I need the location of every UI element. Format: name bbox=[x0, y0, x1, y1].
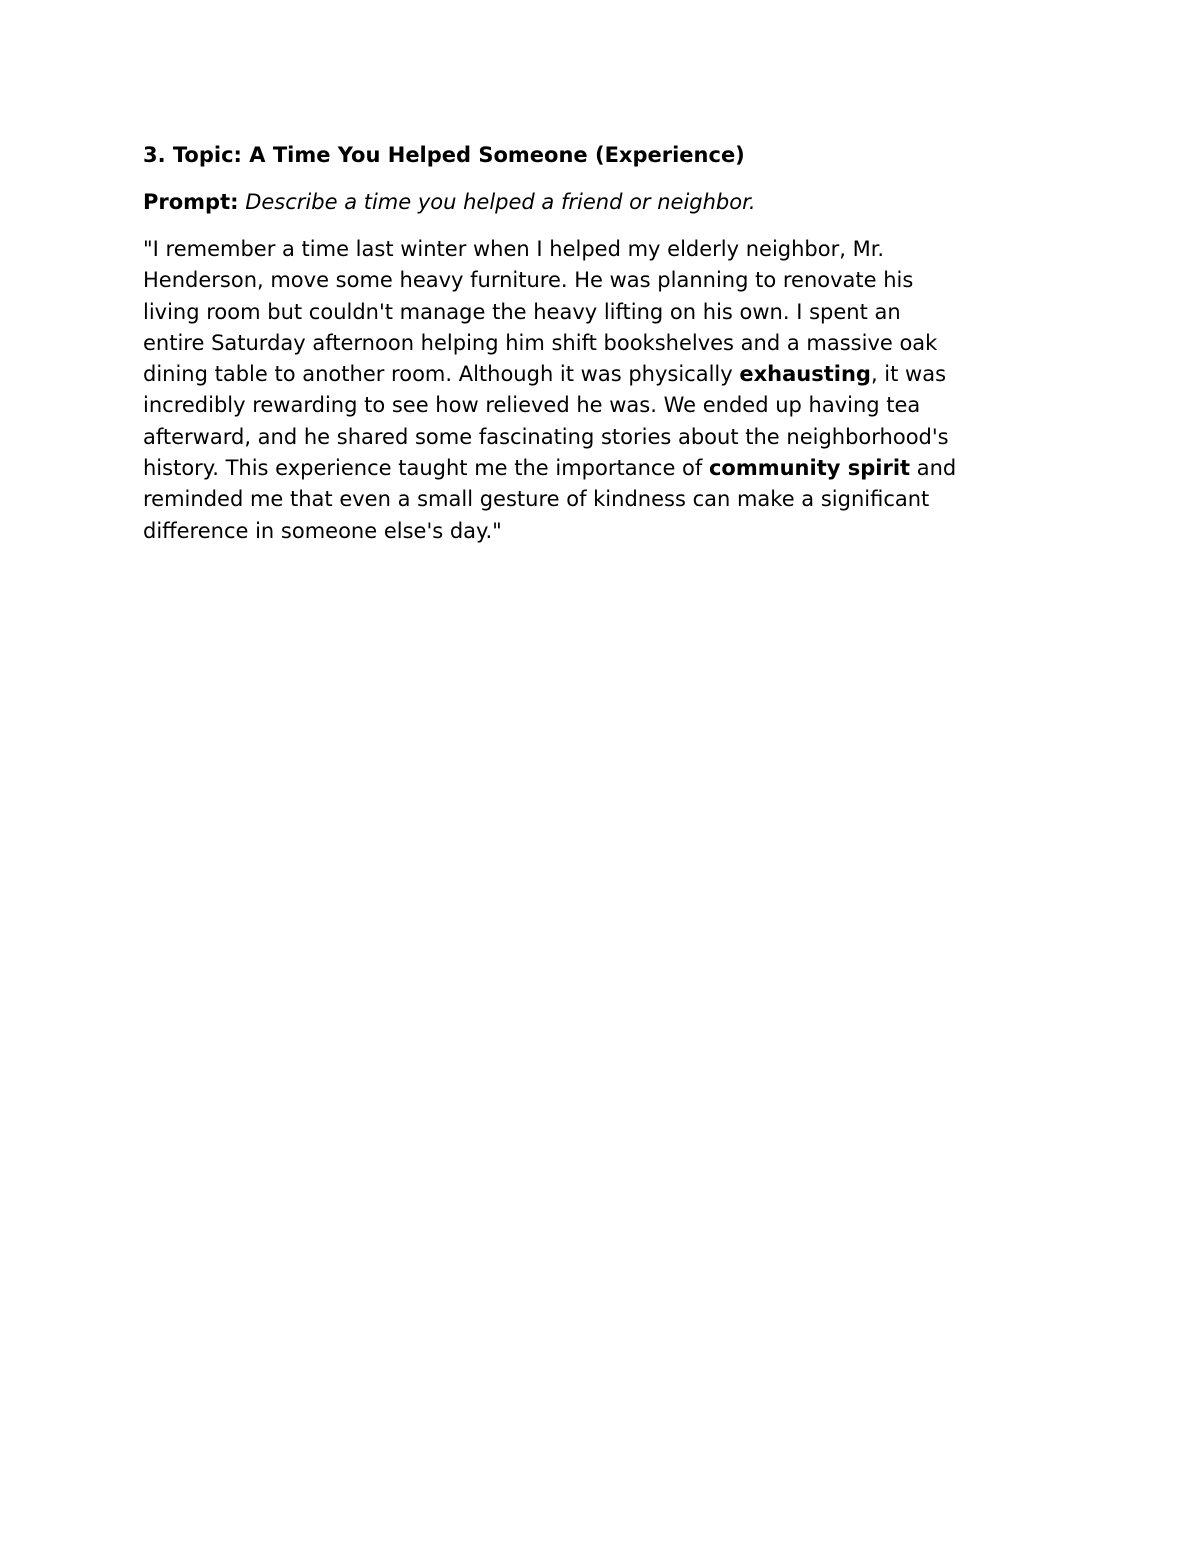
emphasis-community-spirit: community spirit bbox=[708, 456, 911, 481]
prompt-line bbox=[143, 187, 1063, 218]
answer-line: incredibly rewarding to see how relieved he was. We ended up having tea bbox=[143, 393, 921, 418]
topic-heading: 3. Topic: A Time You Helped Someone (Experience) bbox=[143, 143, 745, 167]
answer-text: dining table to another room. Although it was physically bbox=[143, 362, 740, 387]
answer-line: entire Saturday afternoon helping him shift bookshelves and a massive oak bbox=[143, 330, 938, 355]
answer-paragraph bbox=[143, 234, 1063, 547]
answer-line: "I remember a time last winter when I helped my elderly neighbor, Mr. bbox=[143, 237, 885, 261]
answer-line bbox=[143, 359, 1063, 390]
answer-line: difference in someone else's day." bbox=[143, 518, 502, 543]
answer-text: history. This experience taught me the importance of bbox=[143, 456, 709, 481]
document-content bbox=[143, 140, 1063, 547]
answer-text: and bbox=[910, 456, 957, 481]
answer-text: , it was bbox=[870, 362, 947, 387]
answer-line bbox=[143, 453, 1063, 484]
prompt-label: Prompt: bbox=[143, 190, 239, 214]
prompt-text: Describe a time you helped a friend or neighbor. bbox=[245, 190, 756, 214]
answer-line: reminded me that even a small gesture of kindness can make a significant bbox=[143, 487, 930, 512]
emphasis-exhausting: exhausting bbox=[739, 362, 871, 387]
answer-line: Henderson, move some heavy furniture. He was planning to renovate his bbox=[143, 268, 914, 293]
answer-line: living room but couldn't manage the heavy lifting on his own. I spent an bbox=[143, 299, 901, 324]
answer-line: afterward, and he shared some fascinating stories about the neighborhood's bbox=[143, 424, 949, 449]
